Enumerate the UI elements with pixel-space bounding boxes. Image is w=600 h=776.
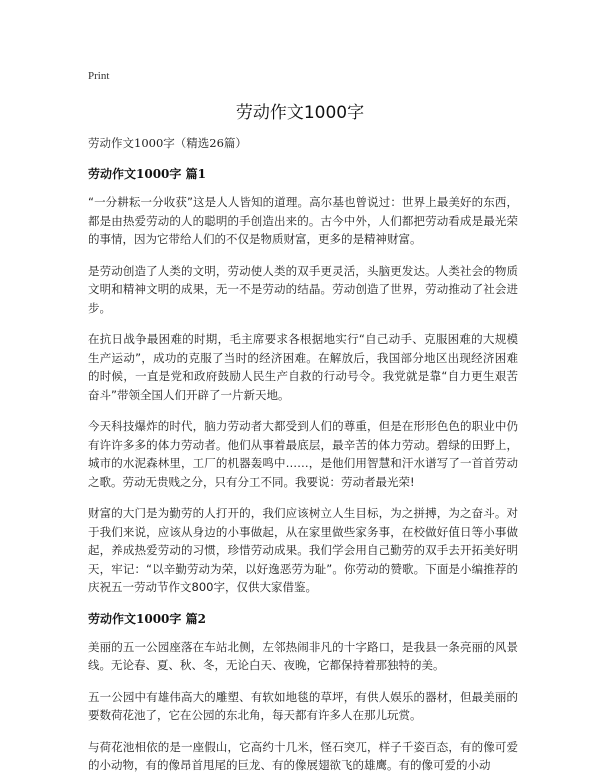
paragraph: 美丽的五一公园座落在车站北侧，左邻热闹非凡的十字路口，是我县一条亮丽的风景线。无论春、夏、秋、冬，无论白天、夜晚，它都保持着那独特的美。 xyxy=(88,639,518,672)
section-1 xyxy=(88,165,518,597)
section-heading: 劳动作文1000字 篇2 xyxy=(88,611,206,626)
section-heading: 劳动作文1000字 篇1 xyxy=(88,167,206,181)
section-2 xyxy=(88,610,518,775)
paragraph: 是劳动创造了人类的文明，劳动使人类的双手更灵活，头脑更发达。人类社会的物质文明和精神文明的成果，无一不是劳动的结晶。劳动创造了世界，劳动推动了社会进步。 xyxy=(88,263,518,315)
document-body xyxy=(88,134,518,776)
print-label[interactable]: Print xyxy=(88,70,110,82)
document-title: 劳动作文1000字 xyxy=(235,103,365,123)
document-subtitle: 劳动作文1000字（精选26篇） xyxy=(88,136,247,150)
paragraph: 财富的大门是为勤劳的人打开的，我们应该树立人生目标，为之拼搏，为之奋斗。对于我们来说，应该从身边的小事做起，从在家里做些家务事，在校做好值日等小事做起，养成热爱劳动的习惯，珍惜劳动成果。我们学会用自己勤劳的双手去开拓美好明天，牢记：“以辛勤劳动为荣，以好逸恶劳为耻”。你劳动的赞歌。下面是小编推荐的庆祝五一劳动节作文800字，仅供大家借鉴。 xyxy=(88,506,518,594)
paragraph: “一分耕耘一分收获”这是人人皆知的道理。高尔基也曾说过：世界上最美好的东西，都是由热爱劳动的人的聪明的手创造出来的。古今中外，人们都把劳动看成是最光荣的事情，因为它带给人们的不仅是物质财富，更多的是精神财富。 xyxy=(88,195,518,246)
paragraph: 今天科技爆炸的时代，脑力劳动者大都受到人们的尊重，但是在形形色色的职业中仍有许许多多的体力劳动者。他们从事着最底层，最辛苦的体力劳动。碧绿的田野上，城市的水泥森林里，工厂的机器轰鸣中……，是他们用智慧和汗水谱写了一首首劳动之歌。劳动无贵贱之分，只有分工不同。我要说：劳动者最光荣! xyxy=(88,419,518,489)
paragraph: 在抗日战争最困难的时期，毛主席要求各根据地实行“自己动手、克服困难的大规模生产运动”，成功的克服了当时的经济困难。在解放后，我国部分地区出现经济困难的时候，一直是党和政府鼓励人民生产自救的行动号令。我党就是靠“自力更生艰苦奋斗”带领全国人们开辟了一片新天地。 xyxy=(88,332,518,402)
paragraph: 五一公园中有雄伟高大的雕塑、有软如地毯的草坪，有供人娱乐的器材，但最美丽的要数荷花池了，它在公园的东北角，每天都有许多人在那儿玩赏。 xyxy=(88,689,518,722)
paragraph: 与荷花池相依的是一座假山，它高约十几米，怪石突兀，样子千姿百态，有的像可爱的小动物，有的像昂首甩尾的巨龙、有的像展翅欲飞的雄鹰。有的像可爱的小动 xyxy=(88,739,518,772)
